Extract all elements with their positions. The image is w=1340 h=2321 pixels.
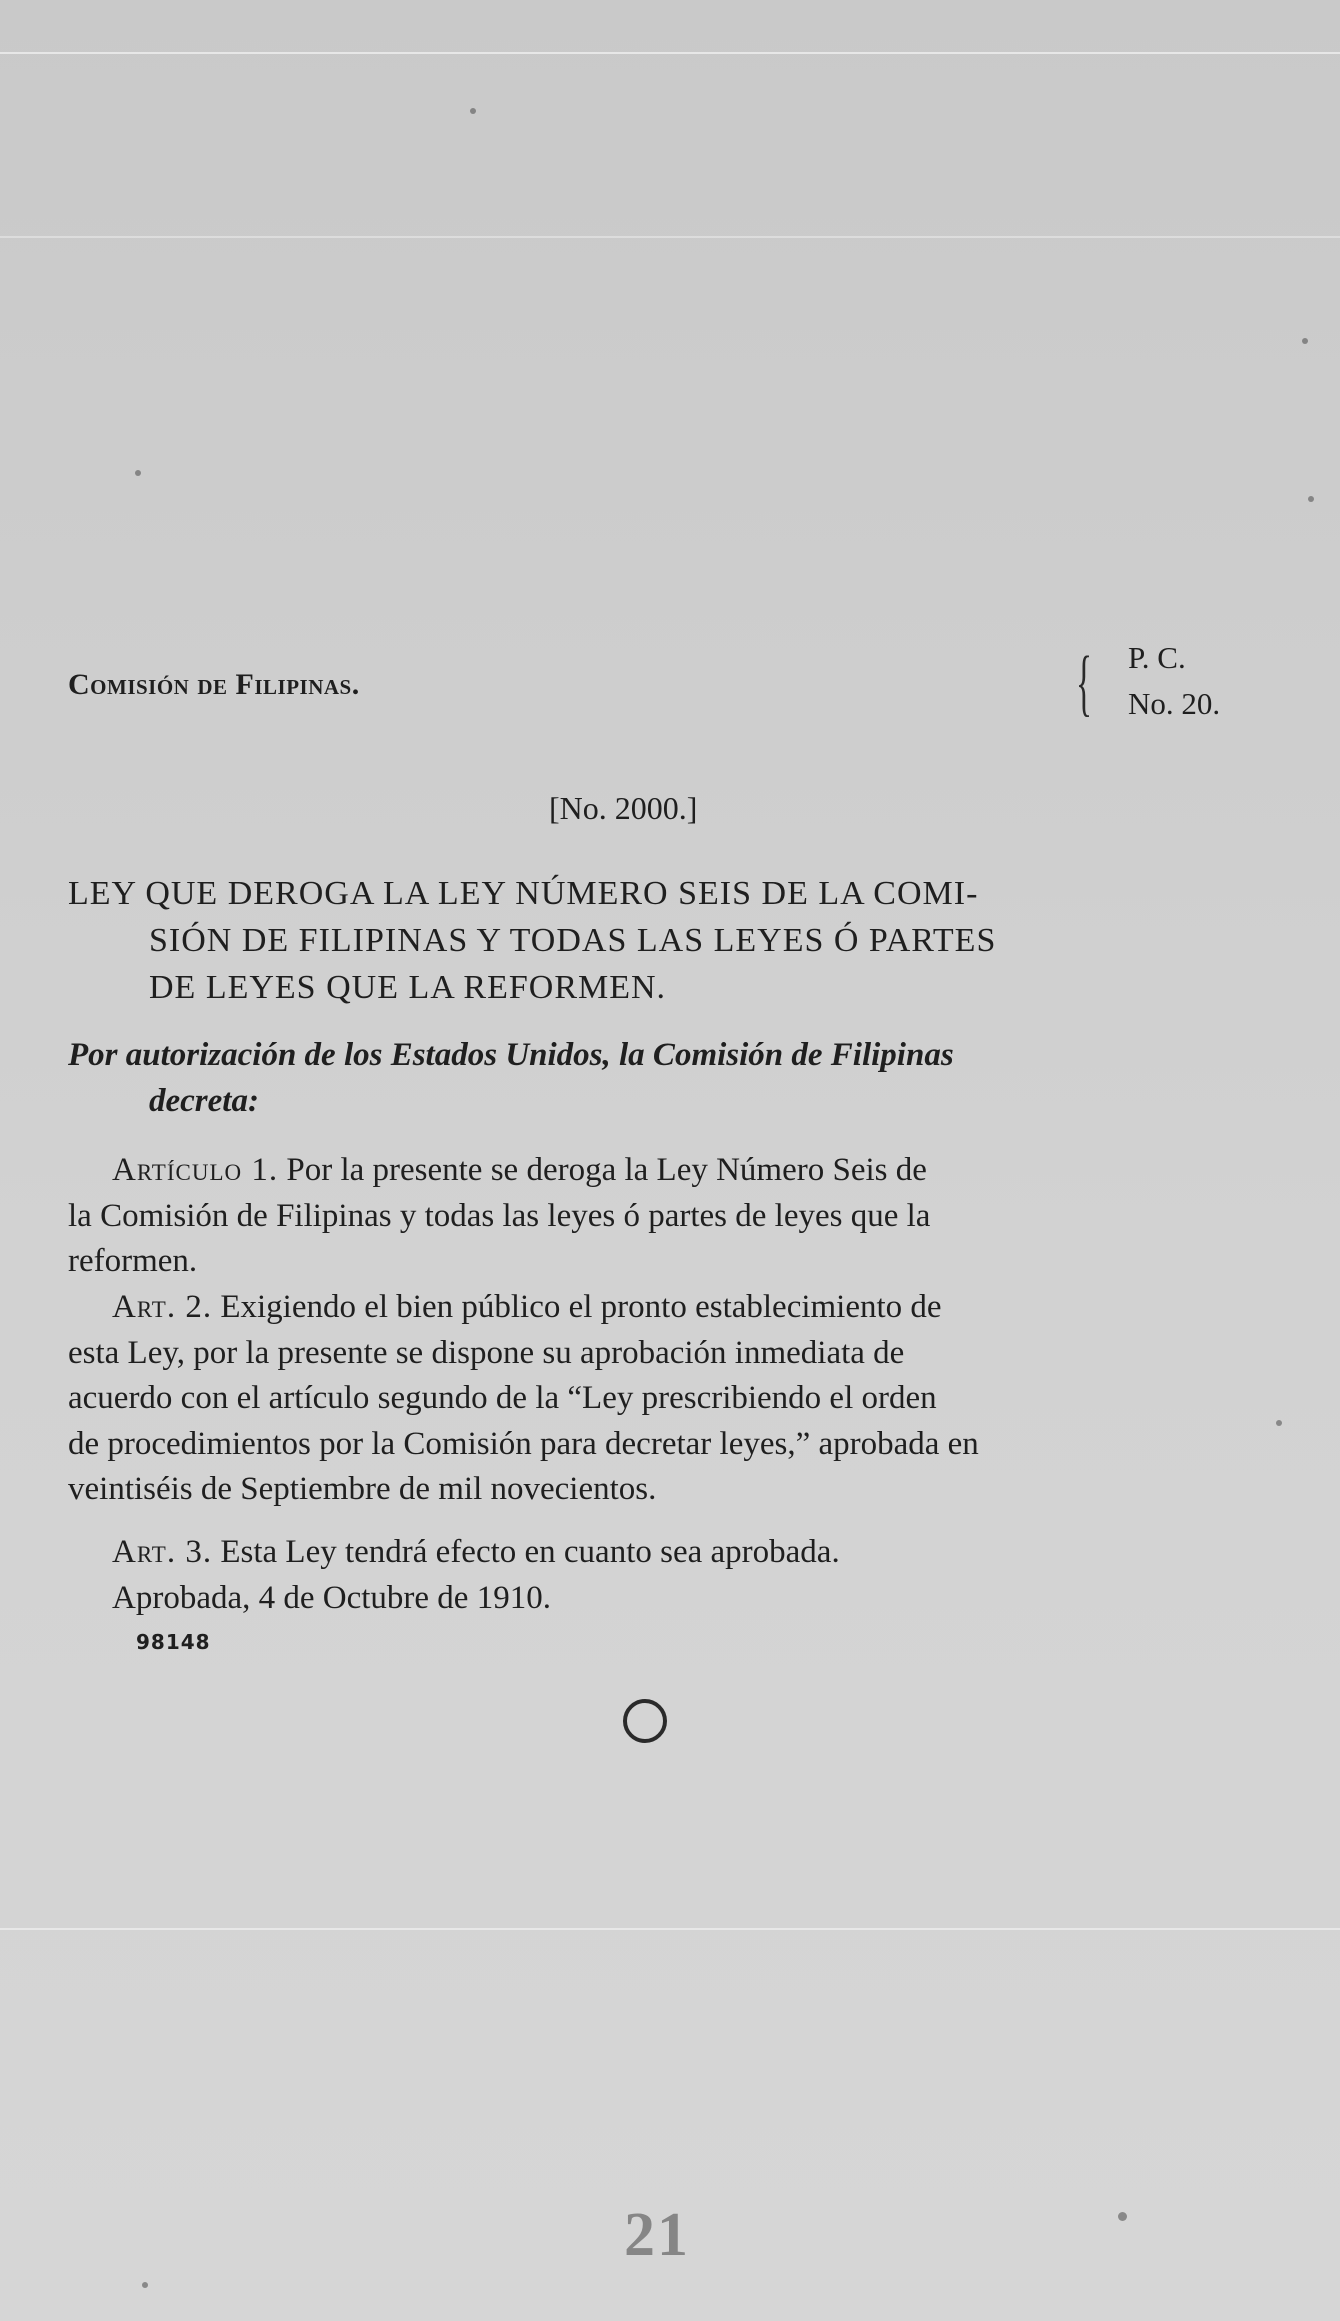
paper-fold-line — [0, 236, 1340, 238]
enacting-clause — [68, 1032, 1258, 1124]
brace-mark: { — [1076, 642, 1092, 724]
paper-speck — [470, 108, 476, 114]
pc-reference-line: P. C. — [1128, 640, 1186, 675]
article-label: Art. 3. — [112, 1534, 213, 1570]
article-text: Esta Ley tendrá efecto en cuanto sea aprobada. — [220, 1534, 840, 1570]
article-line: la Comisión de Filipinas y todas las leyes ó partes de leyes que la — [68, 1197, 931, 1234]
paper-fold-line — [0, 1928, 1340, 1930]
paper-speck — [142, 2282, 148, 2288]
article-3 — [68, 1530, 1230, 1576]
paper-speck — [1118, 2212, 1127, 2221]
print-code: 98148 — [136, 1630, 211, 1654]
article-text: Exigiendo el bien público el pronto establecimiento de — [220, 1289, 942, 1325]
act-number: [No. 2000.] — [549, 790, 698, 826]
article-line: reformen. — [68, 1243, 198, 1279]
paper-speck — [135, 470, 141, 476]
title-line: SIÓN DE FILIPINAS Y TODAS LAS LEYES Ó PARTES — [149, 922, 997, 959]
article-line: veintiséis de Septiembre de mil novecientos. — [68, 1471, 657, 1507]
approval-date: Aprobada, 4 de Octubre de 1910. — [112, 1580, 551, 1616]
paper-speck — [1308, 496, 1314, 502]
paper-speck — [1302, 338, 1308, 344]
article-line: de procedimientos por la Comisión para decretar leyes,” aprobada en — [68, 1425, 979, 1462]
article-text: Por la presente se deroga la Ley Número Seis de — [286, 1152, 927, 1188]
commission-header: Comisión de Filipinas. — [68, 668, 360, 701]
article-line — [68, 1530, 1230, 1576]
article-line — [68, 1285, 1230, 1331]
act-title — [68, 870, 1258, 1011]
title-line: LEY QUE DEROGA LA LEY NÚMERO SEIS DE LA COMI- — [68, 875, 979, 912]
article-1 — [68, 1148, 1230, 1285]
article-line: acuerdo con el artículo segundo de la “Ley prescribiendo el orden — [68, 1380, 937, 1416]
article-line: esta Ley, por la presente se dispone su aprobación inmediata de — [68, 1334, 905, 1371]
article-label: Artículo 1. — [112, 1152, 279, 1188]
title-line: DE LEYES QUE LA REFORMEN. — [149, 969, 667, 1006]
enacting-line: decreta: — [149, 1083, 259, 1119]
article-2 — [68, 1285, 1230, 1513]
page-number: 21 — [624, 2201, 690, 2269]
pc-number-line: No. 20. — [1128, 686, 1221, 721]
article-line — [68, 1148, 1230, 1194]
paper-speck — [1276, 1420, 1282, 1426]
end-circle-mark — [623, 1699, 667, 1743]
enacting-line: Por autorización de los Estados Unidos, la Comisión de Filipinas — [68, 1037, 954, 1073]
article-label: Art. 2. — [112, 1289, 213, 1325]
paper-fold-line — [0, 52, 1340, 54]
pc-reference — [1076, 640, 1256, 740]
